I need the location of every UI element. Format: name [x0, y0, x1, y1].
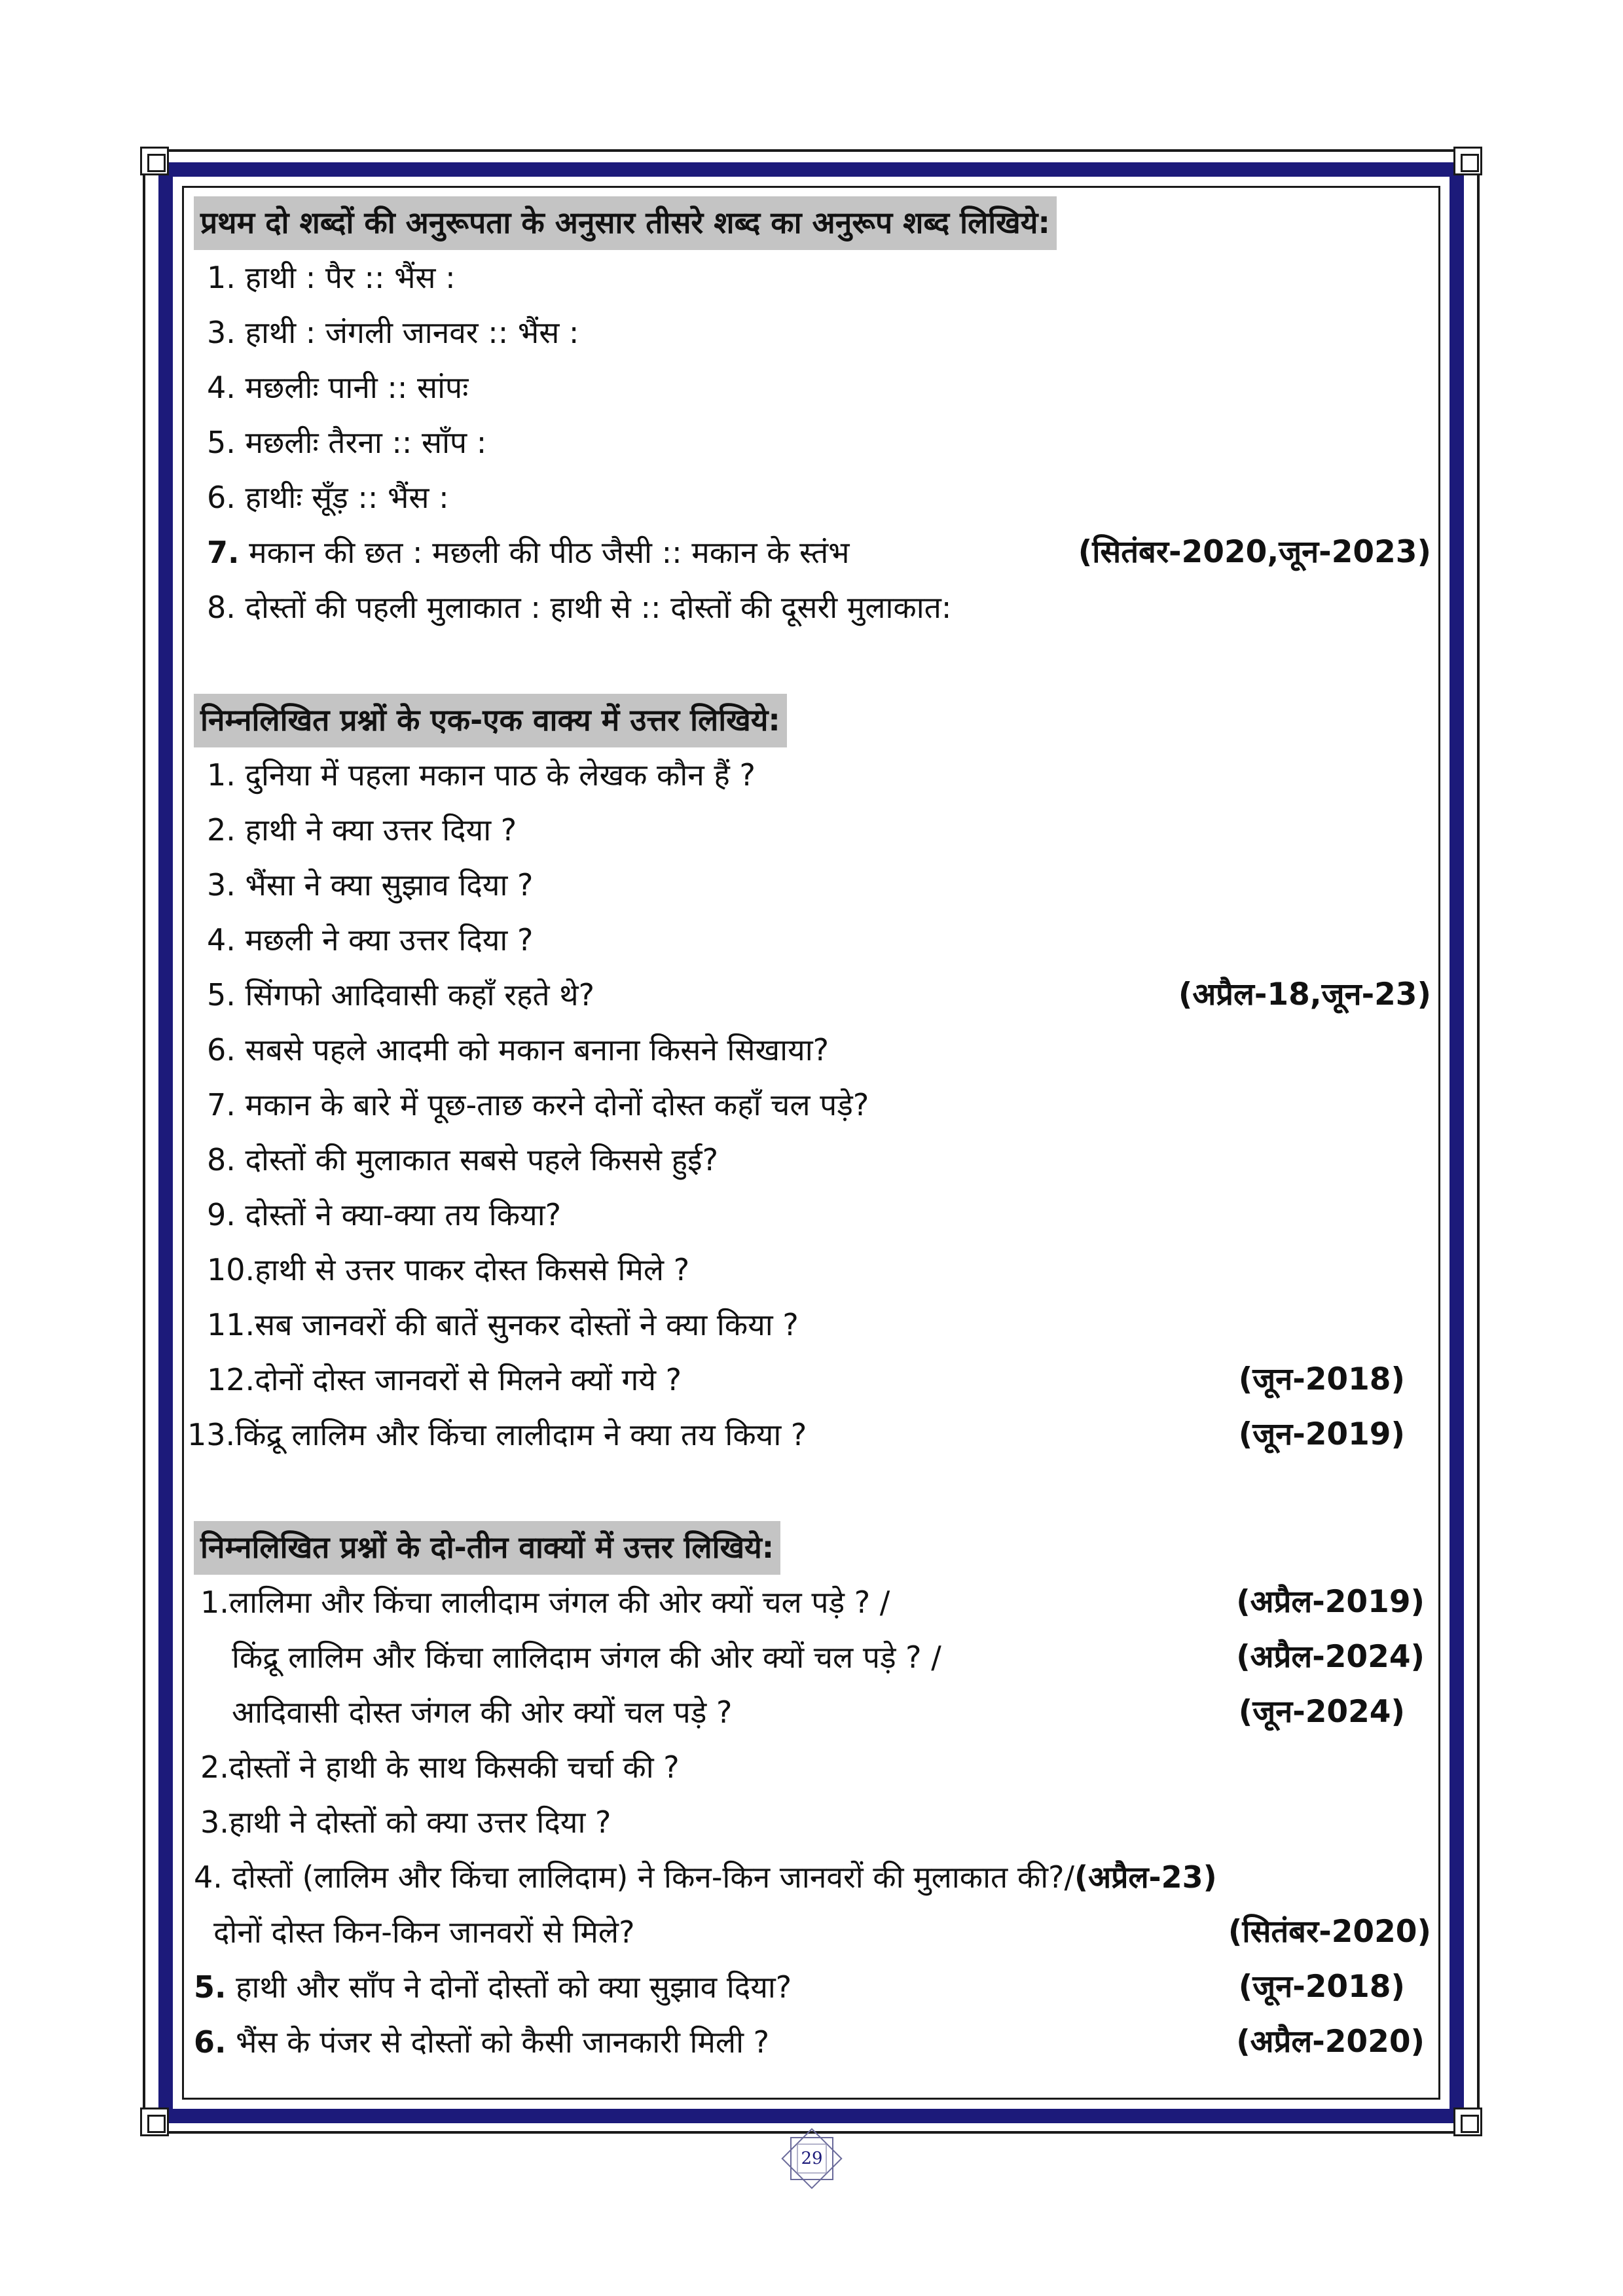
item-text: मकान के बारे में पूछ-ताछ करने दोनों दोस्त कहाँ चल पड़े? [245, 1087, 869, 1122]
list-item [194, 2015, 1431, 2070]
item-text: किंद्रू लालिम और किंचा लालीदाम ने क्या तय किया ? [235, 1417, 807, 1452]
list-item [194, 1630, 1431, 1685]
list-item [194, 1022, 1431, 1077]
section-one-sentence [187, 694, 1431, 1462]
corner-ornament-bottom-right [1453, 2108, 1482, 2136]
item-text: सबसे पहले आदमी को मकान बनाना किसने सिखाया? [245, 1032, 830, 1067]
item-text: हाथीः सूँड़ :: भैंस : [245, 480, 449, 515]
exam-tag: (सितंबर-2020) [1228, 1914, 1431, 1950]
list-item [194, 470, 1431, 525]
exam-tag: (अप्रैल-23) [1074, 1859, 1217, 1895]
list-item [187, 1407, 1431, 1462]
item-number: 5. [207, 977, 236, 1013]
corner-ornament-bottom-left [140, 2108, 169, 2136]
list-item [194, 802, 1431, 857]
list-item [194, 1297, 1431, 1352]
item-text: मछलीः तैरना :: साँप : [245, 425, 487, 460]
section-heading: निम्नलिखित प्रश्नों के एक-एक वाक्य में उत्तर लिखिये: [194, 694, 787, 747]
list-item [194, 1795, 1431, 1850]
list-item [194, 1740, 1431, 1795]
item-text: दोस्तों ने हाथी के साथ किसकी चर्चा की ? [228, 1749, 680, 1785]
item-number: 2. [200, 1749, 229, 1785]
exam-tag: (जून-2024) [1238, 1694, 1405, 1730]
item-number: 12. [207, 1362, 255, 1397]
item-text: दोनों दोस्त जानवरों से मिलने क्यों गये ? [255, 1362, 682, 1397]
item-number: 4. [207, 922, 236, 958]
item-text: सिंगफो आदिवासी कहाँ रहते थे? [245, 977, 595, 1013]
list-item [194, 360, 1431, 415]
list-item [194, 967, 1431, 1022]
exam-tag: (अप्रैल-2020) [1236, 2024, 1425, 2060]
item-number: 8. [207, 1142, 236, 1177]
item-text: सब जानवरों की बातें सुनकर दोस्तों ने क्या किया ? [255, 1307, 799, 1342]
item-number: 11. [207, 1307, 255, 1342]
exam-tag: (अप्रैल-2019) [1236, 1584, 1425, 1620]
exam-tag: (जून-2018) [1238, 1361, 1405, 1397]
list-item [194, 1905, 1431, 1960]
list-item [194, 250, 1431, 305]
item-text: मछलीः पानी :: सांपः [245, 370, 469, 405]
section-heading: प्रथम दो शब्दों की अनुरूपता के अनुसार तीसरे शब्द का अनुरूप शब्द लिखिये: [194, 196, 1057, 250]
section-analogy [194, 196, 1431, 635]
item-text: दोस्तों की पहली मुलाकात : हाथी से :: दोस्तों की दूसरी मुलाकात: [245, 590, 952, 625]
item-number: 7. [207, 1087, 236, 1122]
exam-tag: (जून-2019) [1238, 1416, 1405, 1452]
page-number-badge [771, 2118, 852, 2199]
list-item [194, 415, 1431, 470]
item-number: 5. [207, 425, 236, 460]
list-item [194, 525, 1431, 580]
section-two-three-sentence [194, 1521, 1431, 2070]
list-item [194, 1850, 1431, 1905]
item-number: 3. [207, 315, 236, 350]
exam-tag: (अप्रैल-18,जून-23) [1178, 977, 1431, 1013]
item-text: हाथी ने दोस्तों को क्या उत्तर दिया ? [228, 1804, 611, 1840]
item-text: हाथी : जंगली जानवर :: भैंस : [245, 315, 579, 350]
item-text: दुनिया में पहला मकान पाठ के लेखक कौन हैं ? [245, 757, 756, 793]
item-text: दोस्तों (लालिम और किंचा लालिदाम) ने किन-किन जानवरों की मुलाकात की?/ [232, 1859, 1075, 1895]
corner-ornament-top-left [140, 147, 169, 175]
item-text: मकान की छत : मछली की पीठ जैसी :: मकान के स्तंभ [249, 535, 850, 570]
exam-tag: (जून-2018) [1238, 1969, 1405, 2005]
list-item [194, 1187, 1431, 1242]
item-number: 1. [207, 260, 236, 295]
item-number: 4. [207, 370, 236, 405]
item-number: 1. [200, 1585, 229, 1620]
item-text: हाथी ने क्या उत्तर दिया ? [245, 812, 517, 848]
exam-tag: (अप्रैल-2024) [1236, 1639, 1425, 1675]
corner-ornament-top-right [1453, 147, 1482, 175]
item-text: दोस्तों की मुलाकात सबसे पहले किससे हुई? [245, 1142, 718, 1177]
list-item [194, 857, 1431, 912]
item-number: 6. [207, 480, 236, 515]
list-item [194, 1685, 1431, 1740]
item-number: 5. [194, 1969, 227, 2005]
list-item [194, 1077, 1431, 1132]
list-item [194, 912, 1431, 967]
page-content [187, 196, 1431, 2128]
item-number: 8. [207, 590, 236, 625]
list-item [194, 580, 1431, 635]
list-item [194, 747, 1431, 802]
item-number: 3. [200, 1804, 229, 1840]
item-text: मछली ने क्या उत्तर दिया ? [245, 922, 534, 958]
item-number: 7. [207, 535, 240, 570]
list-item [194, 305, 1431, 360]
item-number: 1. [207, 757, 236, 793]
section-heading: निम्नलिखित प्रश्नों के दो-तीन वाक्यों में उत्तर लिखिये: [194, 1521, 780, 1575]
item-number: 6. [194, 2024, 227, 2060]
item-number: 2. [207, 812, 236, 848]
item-text: दोस्तों ने क्या-क्या तय किया? [245, 1197, 562, 1232]
page-number: 29 [801, 2149, 823, 2168]
item-number: 10. [207, 1252, 255, 1287]
list-item [194, 1242, 1431, 1297]
exam-tag: (सितंबर-2020,जून-2023) [1078, 534, 1431, 570]
item-text: लालिमा और किंचा लालीदाम जंगल की ओर क्यों चल पड़े ? / [228, 1585, 890, 1620]
item-text: भैंस के पंजर से दोस्तों को कैसी जानकारी मिली ? [236, 2024, 770, 2060]
item-number: 3. [207, 867, 236, 903]
list-item [194, 1960, 1431, 2015]
item-text: दोनों दोस्त किन-किन जानवरों से मिले? [213, 1914, 635, 1950]
item-number: 4. [194, 1859, 223, 1895]
list-item [194, 1352, 1431, 1407]
item-number: 9. [207, 1197, 236, 1232]
item-number: 13. [187, 1417, 236, 1452]
item-text: किंद्रू लालिम और किंचा लालिदाम जंगल की ओर क्यों चल पड़े ? / [232, 1640, 941, 1675]
list-item [194, 1132, 1431, 1187]
item-text: भैंसा ने क्या सुझाव दिया ? [245, 867, 534, 903]
item-text: आदिवासी दोस्त जंगल की ओर क्यों चल पड़े ? [232, 1695, 733, 1730]
item-text: हाथी : पैर :: भैंस : [245, 260, 456, 295]
item-number: 6. [207, 1032, 236, 1067]
item-text: हाथी से उत्तर पाकर दोस्त किससे मिले ? [255, 1252, 690, 1287]
list-item [194, 1575, 1431, 1630]
item-text: हाथी और साँप ने दोनों दोस्तों को क्या सुझाव दिया? [236, 1969, 792, 2005]
